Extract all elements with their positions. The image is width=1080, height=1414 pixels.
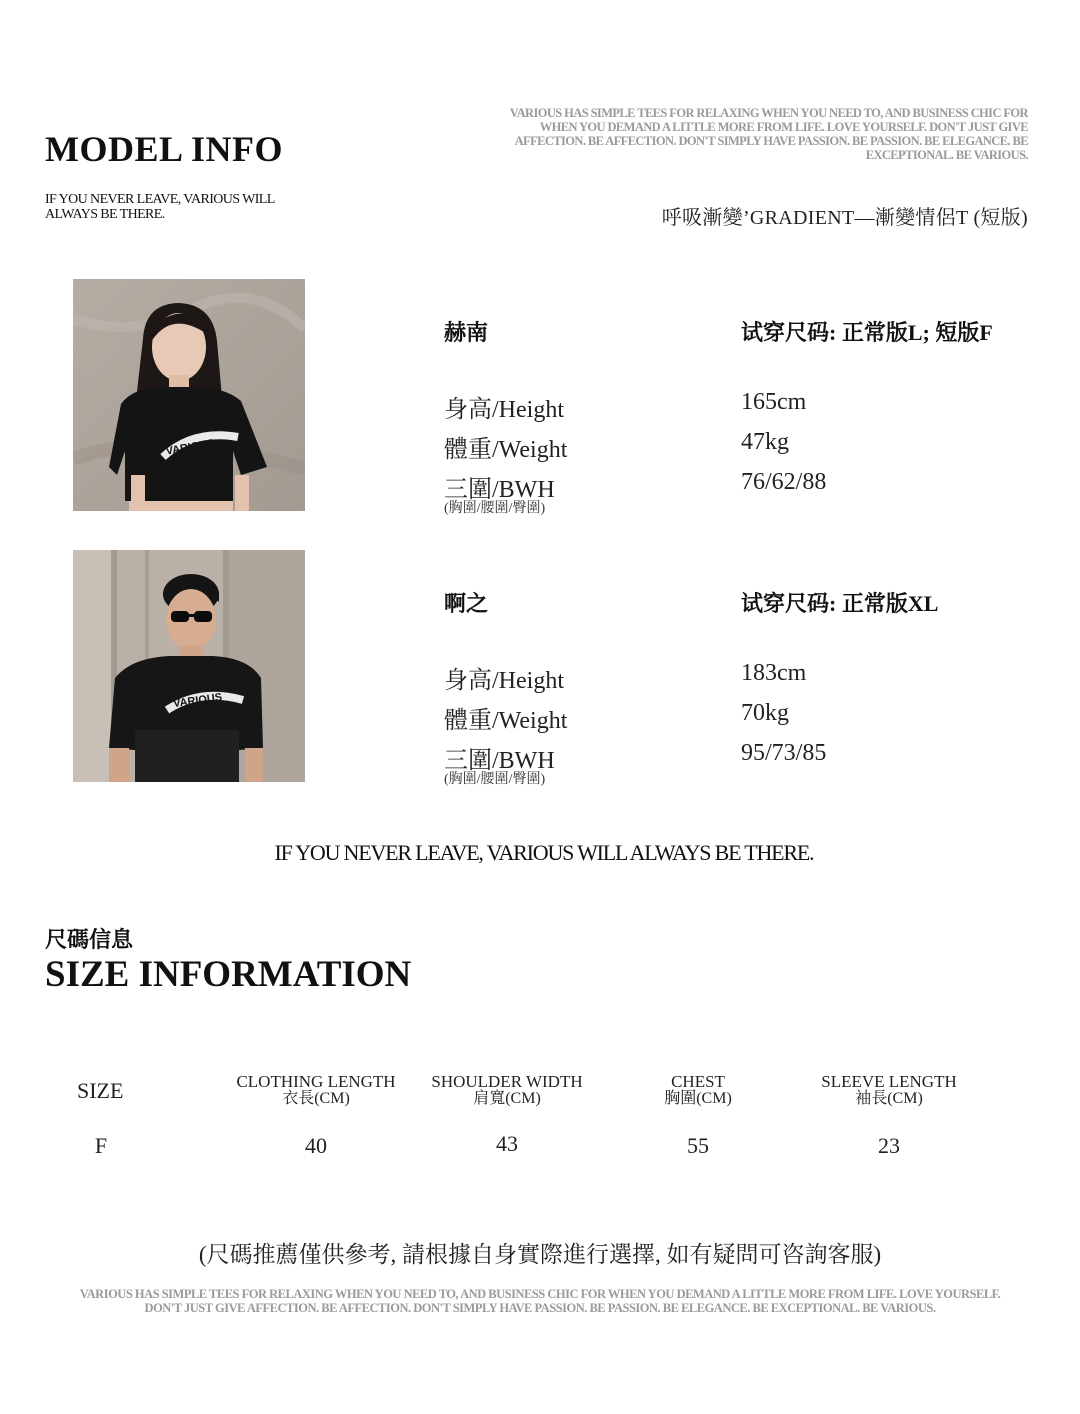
svg-text:VARIOUS: VARIOUS: [172, 691, 223, 711]
height-label: 身高/Height: [444, 397, 564, 423]
chest-cell: 55: [687, 1133, 709, 1158]
column-header-en: SLEEVE LENGTH: [821, 1072, 957, 1091]
weight-label: 體重/Weight: [444, 437, 568, 463]
column-header-en: CHEST: [671, 1072, 725, 1091]
model-photo-male: [73, 550, 305, 782]
bwh-label: 三圍/BWH: [444, 477, 555, 503]
bwh-value: 95/73/85: [741, 740, 827, 766]
weight-value: 70kg: [741, 700, 789, 726]
center-tagline: IF YOU NEVER LEAVE, VARIOUS WILL ALWAYS BE THERE.: [274, 840, 814, 865]
column-header-en: CLOTHING LENGTH: [236, 1072, 396, 1091]
tried-size: 试穿尺码: 正常版L; 短版F: [741, 320, 993, 345]
column-header-shoulder-width: [397, 1073, 617, 1107]
tried-size: 试穿尺码: 正常版XL: [741, 591, 939, 616]
bwh-value: 76/62/88: [741, 469, 827, 495]
column-header-sleeve-length: [779, 1073, 999, 1107]
column-header-en: SHOULDER WIDTH: [431, 1072, 583, 1091]
column-header-clothing-length: [206, 1073, 426, 1107]
weight-value: 47kg: [741, 429, 789, 455]
sleeve-length-cell: 23: [878, 1133, 900, 1158]
footer-blurb: VARIOUS HAS SIMPLE TEES FOR RELAXING WHEN YOU NEED TO, AND BUSINESS CHIC FOR WHEN YOU DEMAND A LITTLE MORE FROM LIFE. LOVE YOURSELF. DON'T JUST GIVE AFFECTION. BE AFFECTION. DON'T SIMPLY HAVE PASSION. BE PASSION. BE ELEGANCE. BE EXCEPTIONAL. BE VARIOUS.: [79, 1287, 1001, 1315]
column-header-cn: 胸圍(CM): [664, 1090, 732, 1107]
column-header-chest: [588, 1073, 808, 1107]
bwh-note: (胸圍/腰圍/臀圍): [444, 501, 546, 516]
model-photo-female: [73, 279, 305, 511]
height-value: 165cm: [741, 389, 807, 415]
bwh-note: (胸圍/腰圍/臀圍): [444, 772, 546, 787]
height-label: 身高/Height: [444, 668, 564, 694]
brand-blurb: VARIOUS HAS SIMPLE TEES FOR RELAXING WHEN YOU NEED TO, AND BUSINESS CHIC FOR WHEN YOU DEMAND A LITTLE MORE FROM LIFE. LOVE YOURSELF. DON'T JUST GIVE AFFECTION. BE AFFECTION. DON'T SIMPLY HAVE PASSION. BE PASSION. BE ELEGANCE. BE EXCEPTIONAL. BE VARIOUS.: [509, 106, 1028, 162]
page-title: MODEL INFO: [45, 129, 284, 169]
model-name: 赫南: [444, 320, 489, 345]
column-header-cn: 袖長(CM): [855, 1090, 923, 1107]
size-title: SIZE INFORMATION: [45, 954, 412, 995]
height-value: 183cm: [741, 660, 807, 686]
model-name: 啊之: [444, 591, 489, 616]
size-title-cn: 尺碼信息: [45, 927, 134, 952]
svg-text:VARIOUS: VARIOUS: [164, 437, 216, 458]
column-header-cn: 肩寬(CM): [473, 1090, 541, 1107]
weight-label: 體重/Weight: [444, 708, 568, 734]
column-header-cn: 衣長(CM): [282, 1090, 350, 1107]
shoulder-width-cell: 43: [496, 1131, 518, 1156]
size-column-header: SIZE: [77, 1078, 124, 1103]
brand-tagline: IF YOU NEVER LEAVE, VARIOUS WILL ALWAYS BE THERE.: [45, 192, 275, 222]
size-disclaimer: (尺碼推薦僅供參考, 請根據自身實際進行選擇, 如有疑問可咨詢客服): [198, 1242, 882, 1267]
size-cell: F: [94, 1133, 108, 1158]
bwh-label: 三圍/BWH: [444, 748, 555, 774]
product-name: 呼吸漸變’GRADIENT—漸變情侶T (短版): [661, 207, 1028, 229]
clothing-length-cell: 40: [305, 1133, 327, 1158]
